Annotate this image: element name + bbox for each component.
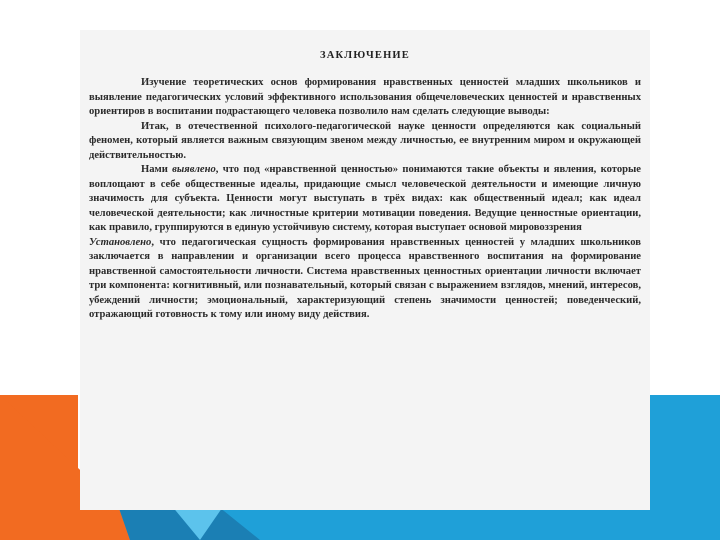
document-page [80, 30, 650, 510]
para3-highlight: Установлено [89, 236, 152, 248]
para2-highlight: выявлено [172, 164, 216, 175]
document-body [89, 76, 641, 323]
para3-text: , что педагогическая сущность формирования нравственных ценностей у младших школьников заключается в направлении и организации всего процесса нравственного воспитания на формирование нравственной самостоятельности личности. Система нравственных ценностных ориентации личности включает три компонента: когнитивный, или познавательный, который связан с выражением взглядов, мнений, интересов, убеждений личности; эмоциональный, характеризующий степень значимости ценностей; поведенческий, отражающий готовность к тому или иному виду действия. [89, 236, 641, 320]
conclusion-paragraph-1: Итак, в отечественной психолого-педагогической науке ценности определяются как социальный феномен, который является важным связующим звеном между личностью, ее внутренним миром и окружающей действительностью. [89, 120, 641, 161]
conclusion-paragraph-2 [89, 163, 641, 236]
intro-paragraph: Изучение теоретических основ формирования нравственных ценностей младших школьников и выявление педагогических условий эффективного использования общечеловеческих ценностей и нравственных ориентиров в воспитании подрастающего человека позволило нам сделать следующие выводы: [89, 77, 641, 117]
para2-prefix: Нами [141, 164, 173, 175]
para2-text: , что под «нравственной ценностью» понимаются такие объекты и явления, которые воплощают в себе общественные идеалы, придающие смысл человеческой деятельности и имеющие личную значимость для субъекта. Ценности могут выступать в трёх видах: как общественный идеал; как идеал человеческой деятельности; как личностные критерии мотивации поведения. Ведущие ценностные ориентации, как правило, группируются в единую устойчивую систему, которая выступает основой мировоззрения [89, 164, 641, 233]
conclusion-paragraph-3 [89, 236, 641, 323]
document-title: ЗАКЛЮЧЕНИЕ [319, 50, 411, 61]
